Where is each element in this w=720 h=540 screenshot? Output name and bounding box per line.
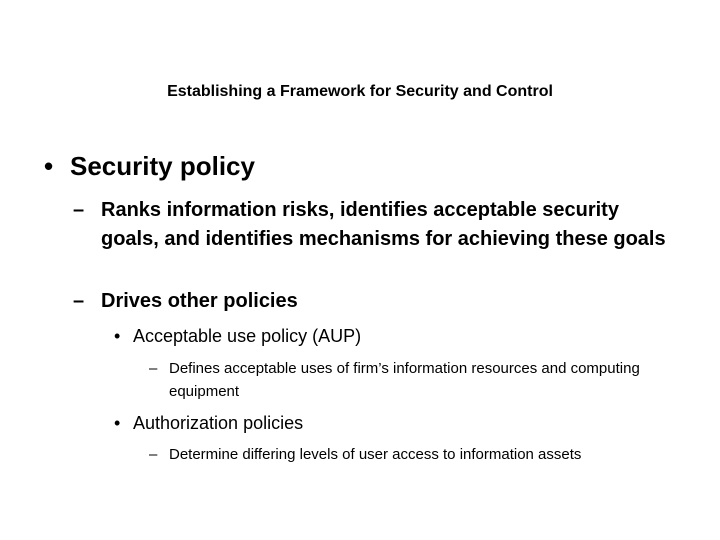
policy-aup-detail <box>149 357 689 403</box>
bullet-security-policy <box>44 150 684 182</box>
slide-title: Establishing a Framework for Security and Control <box>167 83 553 100</box>
policy-detail: Determine differing levels of user access to information assets <box>169 446 582 463</box>
policy-aup <box>114 324 674 348</box>
policy-name: Acceptable use policy (AUP) <box>133 326 362 346</box>
bullet-marker: • <box>114 326 121 346</box>
bullet-marker: • <box>44 151 54 181</box>
sub-point-drives-policies <box>73 287 673 316</box>
bullet-marker: • <box>114 413 121 433</box>
policy-detail: Defines acceptable uses of firm’s information resources and computing equipment <box>169 360 640 400</box>
policy-authorization <box>114 411 674 435</box>
sub-point-text: Ranks information risks, identifies acceptable security goals, and identifies mechanisms for achieving these goals <box>101 199 666 250</box>
bullet-text: Security policy <box>70 151 255 181</box>
policy-authorization-detail <box>149 443 689 466</box>
policy-name: Authorization policies <box>133 413 304 433</box>
dash-marker: – <box>149 360 158 377</box>
dash-marker: – <box>149 446 158 463</box>
dash-marker: – <box>73 199 85 221</box>
sub-point-text: Drives other policies <box>101 290 298 312</box>
dash-marker: – <box>73 290 85 312</box>
sub-point-ranks-risks <box>73 196 673 254</box>
